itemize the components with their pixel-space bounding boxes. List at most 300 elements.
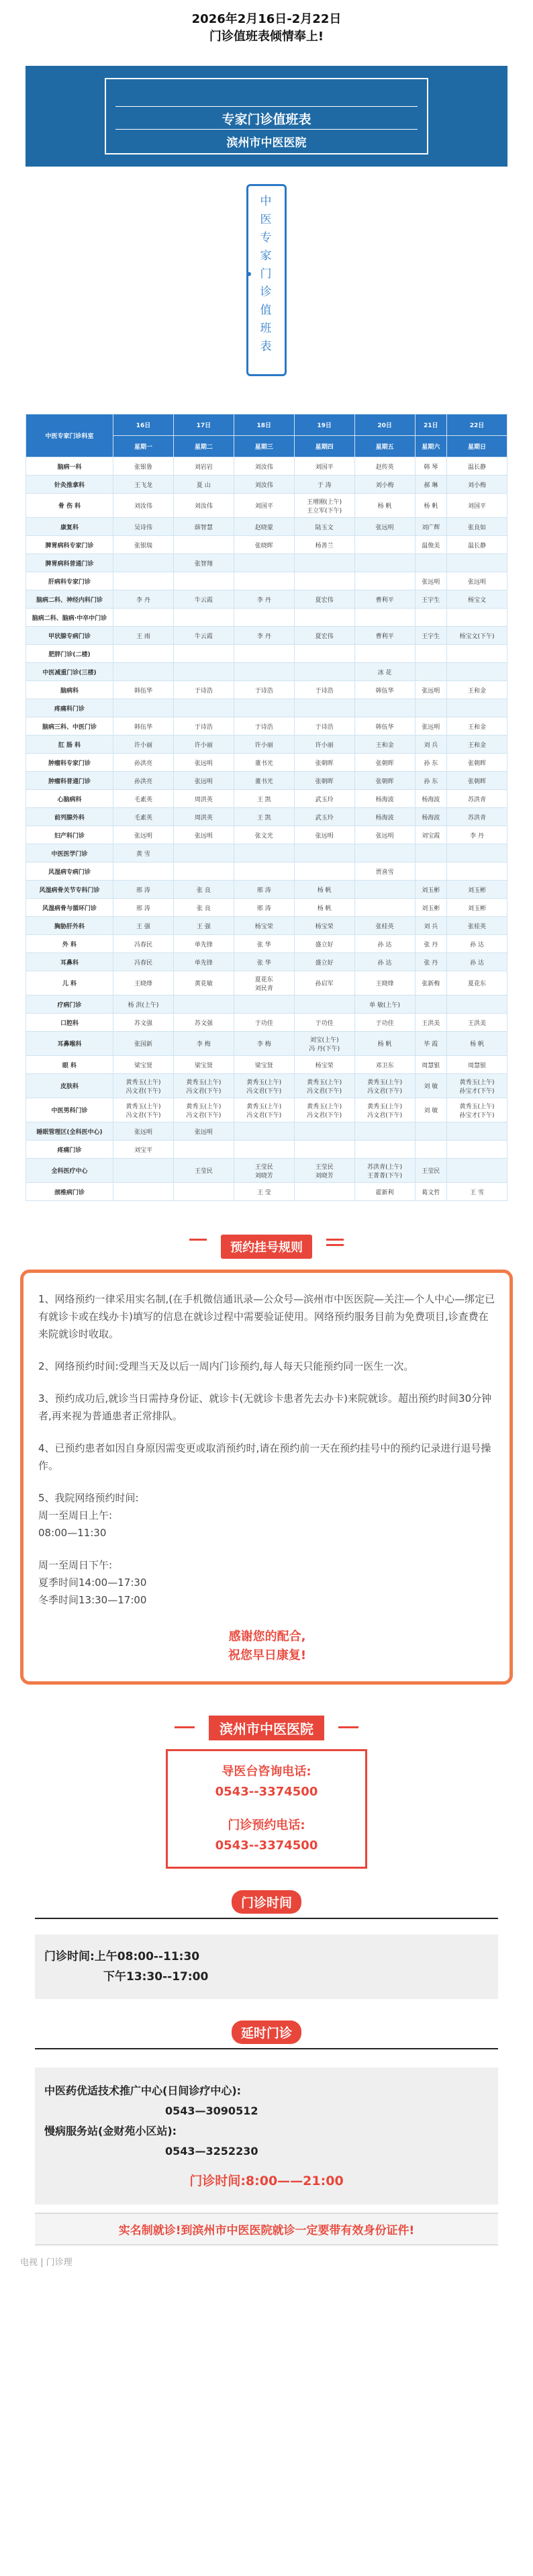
schedule-cell [415, 554, 447, 572]
schedule-date-0: 16日 [113, 414, 174, 436]
schedule-cell [354, 844, 415, 862]
schedule-row [26, 772, 507, 790]
schedule-cell: 黄秀玉(上午) 冯文君(下午) [113, 1074, 174, 1098]
schedule-cell [294, 699, 354, 717]
schedule-cell: 杨海波 [415, 808, 447, 826]
schedule-cell [173, 663, 234, 681]
schedule-cell: 王和金 [447, 681, 507, 699]
schedule-cell: 王 莹 [234, 1183, 294, 1201]
schedule-cell: 张朝晖 [354, 754, 415, 772]
schedule-row [26, 1122, 507, 1141]
schedule-cell: 黄秀玉(上午) 冯文君(下午) [234, 1074, 294, 1098]
schedule-cell [354, 645, 415, 663]
schedule-dept: 中医男科门诊 [26, 1098, 113, 1122]
schedule-cell [113, 609, 174, 627]
schedule-cell: 杨宝荣 [294, 1056, 354, 1074]
schedule-cell: 孙 达 [447, 935, 507, 953]
schedule-cell: 温长静 [447, 536, 507, 554]
schedule-dept: 前列腺外科 [26, 808, 113, 826]
schedule-cell: 夏宏伟 [294, 627, 354, 645]
schedule-cell: 杨善兰 [294, 536, 354, 554]
hospital-title: 滨州市中医医院 [209, 1716, 324, 1740]
hours-title-rule [35, 1918, 498, 1919]
schedule-cell: 张朝晖 [294, 754, 354, 772]
schedule-cell: 张 良 [173, 881, 234, 899]
schedule-cell [173, 645, 234, 663]
schedule-cell: 苏文强 [173, 1014, 234, 1032]
schedule-cell: 赵晓蒙 [234, 518, 294, 536]
schedule-cell: 李 梅 [173, 1032, 234, 1056]
schedule-dept: 胸胁肝外科 [26, 917, 113, 935]
schedule-cell: 韩伍华 [354, 717, 415, 736]
schedule-cell: 毕 霞 [415, 1032, 447, 1056]
schedule-cell: 韩 琴 [415, 457, 447, 476]
schedule-cell: 夏 山 [173, 476, 234, 494]
schedule-cell [447, 554, 507, 572]
extended-center-2-phone[interactable]: 0543—3252230 [165, 2145, 258, 2158]
schedule-cell [354, 881, 415, 899]
schedule-weekday-2: 星期三 [234, 436, 294, 457]
schedule-row [26, 754, 507, 772]
rule-item-5-line2: 08:00—11:30 [38, 1527, 107, 1539]
headline-subtitle: 门诊值班表倾情奉上! [209, 30, 324, 44]
schedule-cell: 张晓晖 [234, 536, 294, 554]
rules-box [20, 1270, 513, 1685]
schedule-cell: 黄秀玉(上午) 冯文君(下午) [294, 1098, 354, 1122]
schedule-cell: 张远明 [173, 1122, 234, 1141]
schedule-cell: 刘汝伟 [173, 494, 234, 518]
schedule-dept: 全科医疗中心 [26, 1159, 113, 1183]
schedule-cell: 牛云霞 [173, 627, 234, 645]
schedule-cell [294, 862, 354, 881]
schedule-cell: 单先锋 [173, 935, 234, 953]
schedule-cell: 黄秀玉(上午) 冯文君(下午) [113, 1098, 174, 1122]
schedule-row [26, 536, 507, 554]
schedule-dept: 针灸推拿科 [26, 476, 113, 494]
schedule-row [26, 590, 507, 609]
schedule-cell: 陆玉文 [294, 518, 354, 536]
schedule-cell: 冯春民 [113, 953, 174, 971]
schedule-cell: 武玉玲 [294, 790, 354, 808]
schedule-cell: 王莹民 刘晓芳 [234, 1159, 294, 1183]
hospital-section-title [0, 1712, 533, 1741]
schedule-cell: 刘玉彬 [447, 899, 507, 917]
schedule-cell: 贾喜雪 [354, 862, 415, 881]
extended-center-1: 中医药优适技术推广中心(日间诊疗中心): [44, 2084, 242, 2097]
schedule-cell: 周慧银 [415, 1056, 447, 1074]
schedule-dept: 肥胖门诊(二楼) [26, 645, 113, 663]
hours-section-title [0, 1887, 533, 1921]
schedule-table [26, 414, 507, 1201]
schedule-row [26, 917, 507, 935]
schedule-cell [447, 663, 507, 681]
id-notice: 实名制就诊!到滨州市中医医院就诊一定要带有效身份证件! [35, 2213, 498, 2246]
rule-item-2: 2、网络预约时间:受理当天及以后一周内门诊预约,每人每天只能预约同一医生一次。 [38, 1360, 414, 1372]
schedule-row [26, 736, 507, 754]
schedule-cell [294, 844, 354, 862]
schedule-cell: 黄秀玉(上午) 冯文君(下午) [173, 1098, 234, 1122]
schedule-cell: 于诗浩 [173, 681, 234, 699]
schedule-cell: 刘广辉 [415, 518, 447, 536]
schedule-cell: 张朝晖 [447, 772, 507, 790]
schedule-cell [447, 699, 507, 717]
schedule-cell: 孙洪亮 [113, 772, 174, 790]
schedule-cell: 张远明 [415, 572, 447, 590]
schedule-cell: 于诗浩 [234, 717, 294, 736]
schedule-dept: 疗病门诊 [26, 995, 113, 1014]
schedule-cell: 杨海波 [354, 790, 415, 808]
schedule-cell [447, 995, 507, 1014]
schedule-date-3: 19日 [294, 414, 354, 436]
schedule-cell: 张桂英 [447, 917, 507, 935]
schedule-dept: 颈椎病门诊 [26, 1183, 113, 1201]
schedule-cell [294, 572, 354, 590]
schedule-weekday-3: 星期四 [294, 436, 354, 457]
schedule-cell: 张 华 [234, 953, 294, 971]
schedule-cell: 许小丽 [234, 736, 294, 754]
schedule-row [26, 790, 507, 808]
schedule-weekday-5: 星期六 [415, 436, 447, 457]
schedule-cell: 刘玉彬 [415, 881, 447, 899]
schedule-cell [354, 699, 415, 717]
vertical-title-dot [247, 272, 251, 276]
schedule-cell [294, 1141, 354, 1159]
schedule-cell [415, 699, 447, 717]
schedule-cell: 杨 帆 [415, 494, 447, 518]
banner-subtitle: 滨州市中医医院 [226, 136, 307, 150]
schedule-cell: 杨宝文 [447, 590, 507, 609]
schedule-cell: 武玉玲 [294, 808, 354, 826]
schedule-cell: 王晓烽 [354, 971, 415, 995]
schedule-cell [294, 645, 354, 663]
schedule-cell: 梁宝贤 [173, 1056, 234, 1074]
schedule-date-5: 21日 [415, 414, 447, 436]
schedule-cell [294, 554, 354, 572]
schedule-row [26, 826, 507, 844]
schedule-cell: 王宇生 [415, 627, 447, 645]
schedule-cell [113, 699, 174, 717]
schedule-cell: 李 丹 [234, 627, 294, 645]
hours-box [35, 1935, 498, 1999]
schedule-row [26, 645, 507, 663]
footer-links[interactable]: 电视 | 门诊理 [20, 2258, 72, 2268]
schedule-cell: 赵传英 [354, 457, 415, 476]
schedule-cell: 毛素英 [113, 808, 174, 826]
schedule-cell: 董书光 [234, 772, 294, 790]
schedule-cell [173, 609, 234, 627]
schedule-cell: 牛云霞 [173, 590, 234, 609]
schedule-cell: 李 丹 [113, 590, 174, 609]
schedule-cell [294, 995, 354, 1014]
page-headline [0, 0, 533, 46]
schedule-dept: 心脑病科 [26, 790, 113, 808]
schedule-cell [354, 609, 415, 627]
schedule-cell: 王 雨 [113, 627, 174, 645]
rule-item-4: 4、已预约患者如因自身原因需变更或取消预约时,请在预约前一天在预约挂号中的预约记录进行退号操作。 [38, 1442, 491, 1472]
vertical-title: 中医专家门诊值班表 [260, 195, 272, 353]
schedule-cell: 杨宝文(下午) [447, 627, 507, 645]
schedule-cell [234, 699, 294, 717]
schedule-cell: 刘汝伟 [113, 494, 174, 518]
schedule-dept: 妇产科门诊 [26, 826, 113, 844]
schedule-cell: 张国新 [113, 1032, 174, 1056]
schedule-cell [415, 844, 447, 862]
schedule-cell: 曹利平 [354, 590, 415, 609]
schedule-cell: 王飞龙 [113, 476, 174, 494]
schedule-cell: 许小丽 [173, 736, 234, 754]
schedule-cell: 邓卫东 [354, 1056, 415, 1074]
schedule-cell: 苏洪青(上午) 王菁菁(下午) [354, 1159, 415, 1183]
schedule-row [26, 717, 507, 736]
schedule-weekday-0: 星期一 [113, 436, 174, 457]
schedule-cell: 盛立好 [294, 935, 354, 953]
schedule-cell: 薛智慧 [173, 518, 234, 536]
schedule-cell: 孙启军 [294, 971, 354, 995]
schedule-cell: 刘玉彬 [415, 899, 447, 917]
extended-title-rule [35, 2048, 498, 2049]
consult-phone[interactable]: 0543--3374500 [215, 1785, 318, 1799]
schedule-cell [173, 536, 234, 554]
schedule-cell [294, 1183, 354, 1201]
schedule-dept: 耳鼻科 [26, 953, 113, 971]
schedule-cell: 苏文强 [113, 1014, 174, 1032]
schedule-cell: 邢 涛 [113, 881, 174, 899]
hours-title: 门诊时间 [232, 1890, 301, 1914]
schedule-cell: 李 梅 [234, 1032, 294, 1056]
schedule-dept: 耳鼻喉科 [26, 1032, 113, 1056]
schedule-row [26, 1098, 507, 1122]
schedule-cell [173, 572, 234, 590]
schedule-dept: 脑病二科、神经内科门诊 [26, 590, 113, 609]
schedule-dept: 皮肤科 [26, 1074, 113, 1098]
schedule-cell: 王增刚(上午) 王立军(下午) [294, 494, 354, 518]
rules-section-title [0, 1228, 533, 1261]
schedule-cell: 张银鲁 [113, 457, 174, 476]
schedule-cell [354, 1122, 415, 1141]
schedule-cell [354, 899, 415, 917]
schedule-cell [173, 844, 234, 862]
schedule-cell [234, 844, 294, 862]
schedule-cell: 韩伍华 [113, 717, 174, 736]
schedule-cell: 于诗浩 [294, 717, 354, 736]
schedule-cell: 王晓烽 [113, 971, 174, 995]
schedule-cell: 刘小梅 [354, 476, 415, 494]
schedule-cell: 王和金 [447, 717, 507, 736]
schedule-dept: 骨 伤 科 [26, 494, 113, 518]
schedule-cell: 夏花东 刘民青 [234, 971, 294, 995]
title-banner [26, 66, 507, 167]
extended-center-2: 慢病服务站(金财苑小区站): [44, 2125, 177, 2137]
schedule-dept: 风湿病骨与循环门诊 [26, 899, 113, 917]
rules-title: 预约挂号规则 [221, 1235, 312, 1259]
schedule-cell [294, 609, 354, 627]
schedule-row [26, 554, 507, 572]
rules-title-deco-left [189, 1239, 207, 1241]
schedule-cell: 黄秀玉(上午) 冯文君(下午) [234, 1098, 294, 1122]
schedule-row [26, 457, 507, 476]
schedule-cell: 王和金 [354, 736, 415, 754]
schedule-cell: 黄秀玉(上午) 冯文君(下午) [294, 1074, 354, 1098]
schedule-cell: 温俊美 [415, 536, 447, 554]
schedule-cell: 刘国平 [234, 494, 294, 518]
extended-hours: 门诊时间:8:00——21:00 [189, 2174, 344, 2188]
extended-title: 延时门诊 [232, 2020, 301, 2044]
hospital-title-line-right [338, 1726, 358, 1728]
schedule-cell: 苏洪青 [447, 790, 507, 808]
schedule-cell: 刘国平 [294, 457, 354, 476]
schedule-cell: 邢 涛 [113, 899, 174, 917]
schedule-row [26, 1032, 507, 1056]
schedule-cell: 邢 涛 [234, 881, 294, 899]
schedule-cell: 于诗浩 [173, 717, 234, 736]
schedule-cell [173, 862, 234, 881]
schedule-cell: 刘小梅 [447, 476, 507, 494]
schedule-cell: 许小丽 [294, 736, 354, 754]
schedule-cell [447, 1141, 507, 1159]
schedule-cell: 黄秀玉(上午) 冯文君(下午) [173, 1074, 234, 1098]
schedule-cell: 张远明 [113, 1122, 174, 1141]
schedule-cell: 张远明 [415, 717, 447, 736]
schedule-cell: 杨 洪(上午) [113, 995, 174, 1014]
schedule-row [26, 699, 507, 717]
rule-item-5-line1: 周一至周日上午: [38, 1509, 113, 1521]
schedule-cell: 张朝晖 [447, 754, 507, 772]
schedule-dept: 脾胃病科普通门诊 [26, 554, 113, 572]
schedule-header-label: 中医专家门诊科室 [26, 414, 113, 457]
schedule-cell: 王 强 [173, 917, 234, 935]
schedule-row [26, 1074, 507, 1098]
rule-item-5-line5: 冬季时间13:30—17:00 [38, 1594, 147, 1606]
schedule-row [26, 476, 507, 494]
schedule-cell [415, 1122, 447, 1141]
schedule-row [26, 808, 507, 826]
booking-phone[interactable]: 0543--3374500 [215, 1838, 318, 1853]
schedule-cell: 韩伍华 [113, 681, 174, 699]
schedule-cell [415, 1141, 447, 1159]
rule-item-5-line4: 夏季时间14:00—17:30 [38, 1576, 147, 1589]
schedule-cell [173, 699, 234, 717]
schedule-cell: 李 丹 [234, 590, 294, 609]
rule-item-5-line3: 周一至周日下午: [38, 1559, 113, 1571]
schedule-dept: 康复科 [26, 518, 113, 536]
schedule-cell: 黄秀玉(上午) 孙宝才(下午) [447, 1098, 507, 1122]
schedule-cell [234, 663, 294, 681]
schedule-dept: 肝病科专家门诊 [26, 572, 113, 590]
schedule-cell: 张 丹 [415, 953, 447, 971]
banner-rule-top [115, 106, 418, 107]
schedule-date-1: 17日 [173, 414, 234, 436]
schedule-row [26, 995, 507, 1014]
schedule-dept: 疼痛科门诊 [26, 699, 113, 717]
schedule-cell [447, 1159, 507, 1183]
schedule-dept: 肿瘤科专家门诊 [26, 754, 113, 772]
hours-afternoon: 下午13:30--17:00 [103, 1970, 209, 1984]
schedule-cell: 黄秀玉(上午) 冯文君(下午) [354, 1098, 415, 1122]
schedule-cell: 于功佳 [294, 1014, 354, 1032]
schedule-cell: 刘宝平 [113, 1141, 174, 1159]
schedule-cell [447, 844, 507, 862]
schedule-cell [447, 645, 507, 663]
schedule-cell: 张桂英 [354, 917, 415, 935]
schedule-cell: 刘宝霞 [415, 826, 447, 844]
schedule-cell: 刘玉彬 [447, 881, 507, 899]
schedule-cell: 于功佳 [234, 1014, 294, 1032]
schedule-dept: 风湿病专病门诊 [26, 862, 113, 881]
schedule-cell: 夏花东 [447, 971, 507, 995]
schedule-row [26, 1159, 507, 1183]
schedule-cell: 张远明 [447, 572, 507, 590]
schedule-cell [234, 1141, 294, 1159]
schedule-cell [354, 1141, 415, 1159]
schedule-dept: 睡眠管理区(全科医中心) [26, 1122, 113, 1141]
schedule-cell [113, 663, 174, 681]
hospital-title-line-left [175, 1726, 195, 1728]
schedule-cell: 张远明 [354, 826, 415, 844]
schedule-cell: 杨宝荣 [234, 917, 294, 935]
schedule-cell [415, 609, 447, 627]
extended-center-1-phone[interactable]: 0543—3090512 [165, 2104, 258, 2117]
schedule-cell: 单先锋 [173, 953, 234, 971]
schedule-cell [113, 862, 174, 881]
schedule-row [26, 971, 507, 995]
schedule-cell [173, 995, 234, 1014]
schedule-cell [447, 609, 507, 627]
schedule-cell: 于 涛 [294, 476, 354, 494]
booking-label: 门诊预约电话: [228, 1818, 305, 1832]
schedule-cell [234, 862, 294, 881]
schedule-cell: 刘 兵 [415, 736, 447, 754]
schedule-weekday-1: 星期二 [173, 436, 234, 457]
schedule-cell: 张智翔 [173, 554, 234, 572]
schedule-cell: 吴诗伟 [113, 518, 174, 536]
schedule-cell: 冰 花 [354, 663, 415, 681]
schedule-cell: 杨海波 [354, 808, 415, 826]
schedule-cell: 张文光 [234, 826, 294, 844]
schedule-cell [415, 645, 447, 663]
schedule-cell [415, 862, 447, 881]
vertical-title-box [246, 184, 287, 376]
schedule-cell: 张良如 [447, 518, 507, 536]
schedule-cell: 毛素英 [113, 790, 174, 808]
schedule-cell: 孙洪亮 [113, 754, 174, 772]
schedule-row [26, 1014, 507, 1032]
schedule-row [26, 627, 507, 645]
extended-box [35, 2068, 498, 2205]
schedule-cell: 郝 琳 [415, 476, 447, 494]
schedule-row [26, 1183, 507, 1201]
schedule-cell: 王洪美 [447, 1014, 507, 1032]
thanks-line-2: 祝您早日康复! [228, 1648, 307, 1662]
schedule-cell: 杨 帆 [447, 1032, 507, 1056]
schedule-dept: 眼 科 [26, 1056, 113, 1074]
phone-box [166, 1749, 367, 1869]
schedule-cell [447, 1122, 507, 1141]
schedule-cell: 王 雪 [447, 1183, 507, 1201]
schedule-cell: 黄秀玉(上午) 孙宝才(下午) [447, 1074, 507, 1098]
schedule-dept: 甲状腺专病门诊 [26, 627, 113, 645]
schedule-cell: 于诗浩 [234, 681, 294, 699]
schedule-cell [113, 1159, 174, 1183]
schedule-cell: 孙 东 [415, 754, 447, 772]
schedule-cell: 张 丹 [415, 935, 447, 953]
schedule-row [26, 862, 507, 881]
schedule-weekday-6: 星期日 [447, 436, 507, 457]
rule-item-5-title: 5、我院网络预约时间: [38, 1492, 139, 1504]
schedule-cell: 王莹民 [415, 1159, 447, 1183]
schedule-date-2: 18日 [234, 414, 294, 436]
schedule-cell: 刘宝(上午) 冯 丹(下午) [294, 1032, 354, 1056]
banner-frame [105, 78, 428, 154]
